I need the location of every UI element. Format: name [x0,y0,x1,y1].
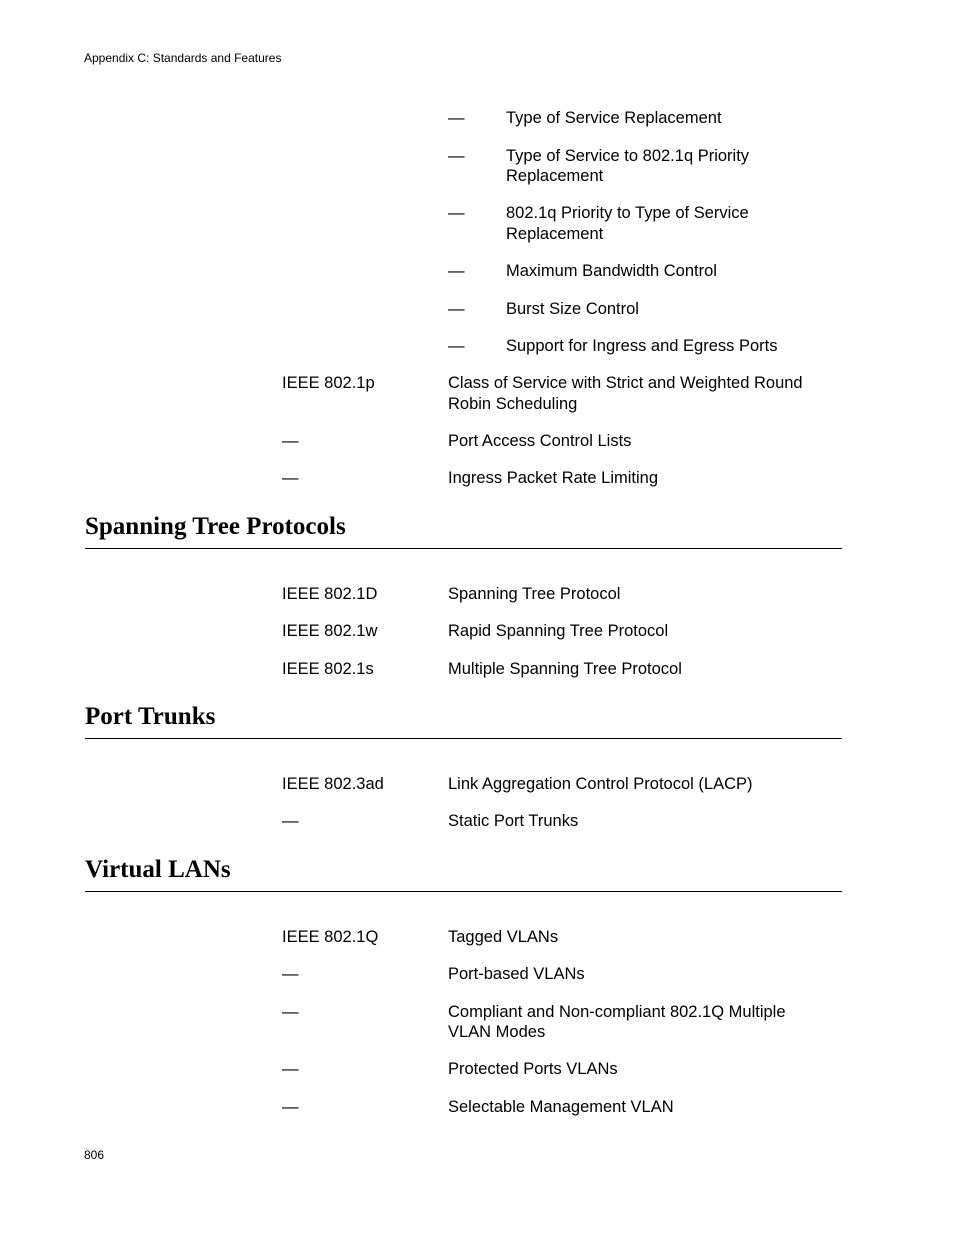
qos-subitem-dash: — [448,204,465,222]
feature-text: Compliant and Non-compliant 802.1Q Multiple [448,1003,786,1021]
standard-label: IEEE 802.1w [282,622,378,640]
standard-label: — [282,1003,299,1021]
feature-text: Static Port Trunks [448,812,579,830]
feature-text: Protected Ports VLANs [448,1060,618,1078]
qos-subitem-dash: — [448,300,465,318]
qos-subitem-dash: — [448,337,465,355]
qos-subitem-text: Replacement [506,167,604,185]
feature-text: Ingress Packet Rate Limiting [448,469,659,487]
standard-label: — [282,812,299,830]
feature-text: Rapid Spanning Tree Protocol [448,622,669,640]
feature-text: Multiple Spanning Tree Protocol [448,660,682,678]
standard-label: IEEE 802.3ad [282,775,384,793]
qos-subitem-dash: — [448,109,465,127]
section-heading-port-trunks: Port Trunks [85,702,842,739]
feature-text: VLAN Modes [448,1023,546,1041]
running-header: Appendix C: Standards and Features [84,51,282,65]
qos-subitem-text: Replacement [506,225,604,243]
standard-label: IEEE 802.1s [282,660,374,678]
standard-label: IEEE 802.1p [282,374,375,392]
qos-subitem-dash: — [448,147,465,165]
qos-subitem-dash: — [448,262,465,280]
feature-text: Port-based VLANs [448,965,585,983]
feature-text: Robin Scheduling [448,395,578,413]
standard-label: — [282,469,299,487]
section-heading-spanning-tree: Spanning Tree Protocols [85,512,842,549]
standard-label: — [282,965,299,983]
standard-label: — [282,1060,299,1078]
feature-text: Class of Service with Strict and Weighted Round [448,374,803,392]
section-heading-virtual-lans: Virtual LANs [85,855,842,892]
standard-label: — [282,1098,299,1116]
standard-label: — [282,432,299,450]
feature-text: Port Access Control Lists [448,432,632,450]
feature-text: Tagged VLANs [448,928,559,946]
feature-text: Link Aggregation Control Protocol (LACP) [448,775,753,793]
qos-subitem-text: Burst Size Control [506,300,639,318]
feature-text: Spanning Tree Protocol [448,585,621,603]
standard-label: IEEE 802.1D [282,585,378,603]
qos-subitem-text: 802.1q Priority to Type of Service [506,204,749,222]
qos-subitem-text: Type of Service to 802.1q Priority [506,147,750,165]
qos-subitem-text: Support for Ingress and Egress Ports [506,337,778,355]
standard-label: IEEE 802.1Q [282,928,379,946]
feature-text: Selectable Management VLAN [448,1098,674,1116]
page-number: 806 [84,1148,105,1162]
qos-subitem-text: Maximum Bandwidth Control [506,262,717,280]
qos-subitem-text: Type of Service Replacement [506,109,722,127]
